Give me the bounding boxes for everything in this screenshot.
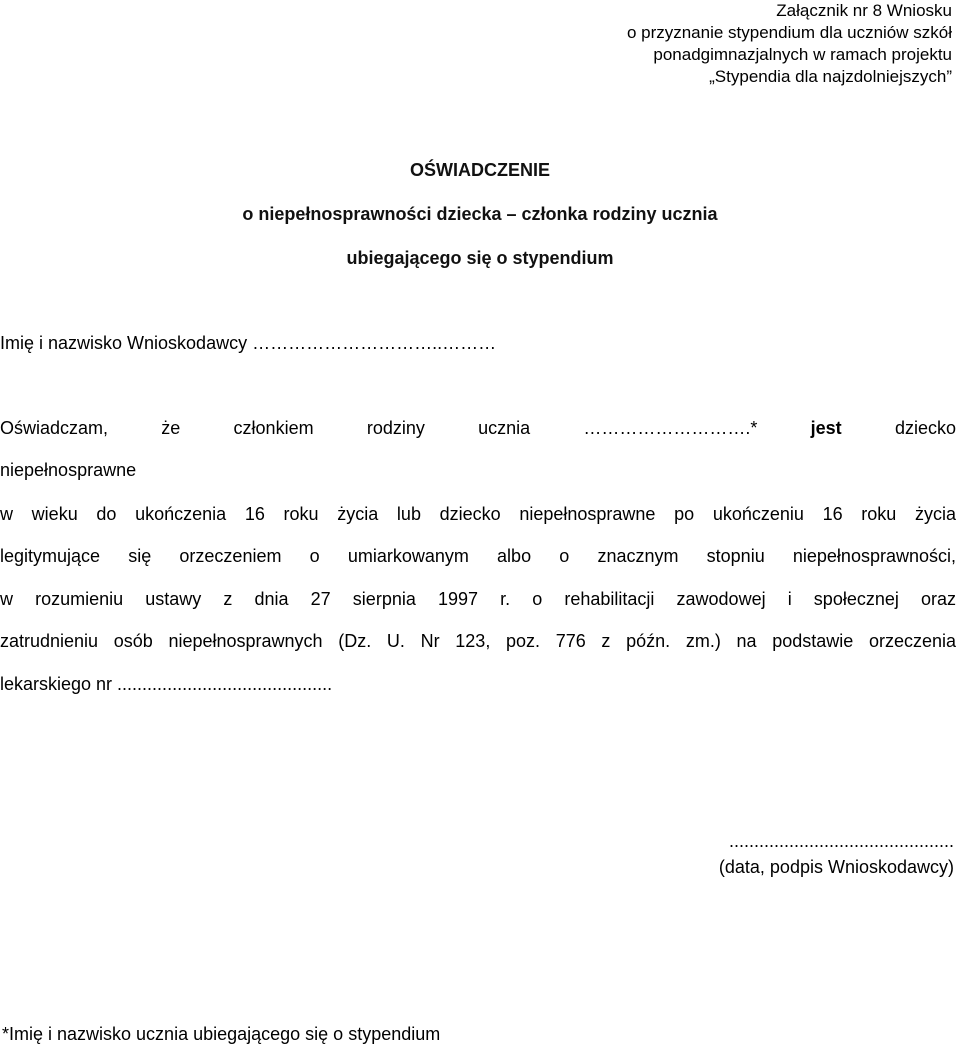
document-subtitle-1: o niepełnosprawności dziecka – członka rodziny ucznia bbox=[242, 204, 718, 224]
medical-certificate-row[interactable]: lekarskiego nr ........................................... bbox=[0, 674, 333, 694]
statement-word: ucznia bbox=[478, 418, 531, 438]
document-title: OŚWIADCZENIE bbox=[409, 160, 550, 180]
annex-line-1: Załącznik nr 8 Wniosku bbox=[776, 1, 952, 20]
footnote: *Imię i nazwisko ucznia ubiegającego się o stypendium bbox=[2, 1024, 441, 1044]
statement-word: że bbox=[161, 418, 181, 438]
annex-header bbox=[452, 0, 952, 88]
applicant-name-field[interactable]: …………………………..……… bbox=[252, 333, 497, 353]
annex-line-3: ponadgimnazjalnych w ramach projektu bbox=[653, 45, 952, 64]
statement-line-2: niepełnosprawne bbox=[0, 460, 137, 480]
statement-word: Oświadczam, bbox=[0, 418, 109, 438]
student-name-field[interactable]: ……………………….* bbox=[583, 418, 758, 438]
statement-line-5: w rozumieniu ustawy z dnia 27 sierpnia 1997 r. o rehabilitacji zawodowej i społecznej oraz bbox=[0, 589, 956, 609]
statement-line-6: zatrudnieniu osób niepełnosprawnych (Dz. U. Nr 123, poz. 776 z późn. zm.) na podstawie orzeczenia bbox=[0, 631, 956, 651]
annex-line-2: o przyznanie stypendium dla uczniów szkół bbox=[626, 23, 952, 42]
applicant-name-label: Imię i nazwisko Wnioskodawcy bbox=[0, 333, 248, 353]
statement-word-bold: jest bbox=[810, 418, 842, 438]
applicant-name-row bbox=[0, 333, 496, 354]
statement-line-1 bbox=[0, 418, 956, 439]
statement-word: dziecko bbox=[894, 418, 956, 438]
statement-line-3: w wieku do ukończenia 16 roku życia lub dziecko niepełnosprawne po ukończeniu 16 roku życia bbox=[0, 504, 956, 524]
statement-word: członkiem bbox=[233, 418, 314, 438]
annex-line-4: „Stypendia dla najzdolniejszych” bbox=[709, 67, 952, 86]
signature-field[interactable]: ............................................. bbox=[728, 831, 954, 851]
document-subtitle-2: ubiegającego się o stypendium bbox=[346, 248, 614, 268]
signature-label: (data, podpis Wnioskodawcy) bbox=[718, 857, 954, 877]
statement-line-4: legitymujące się orzeczeniem o umiarkowanym albo o znacznym stopniu niepełnosprawności, bbox=[0, 546, 956, 566]
statement-word: rodziny bbox=[366, 418, 425, 438]
